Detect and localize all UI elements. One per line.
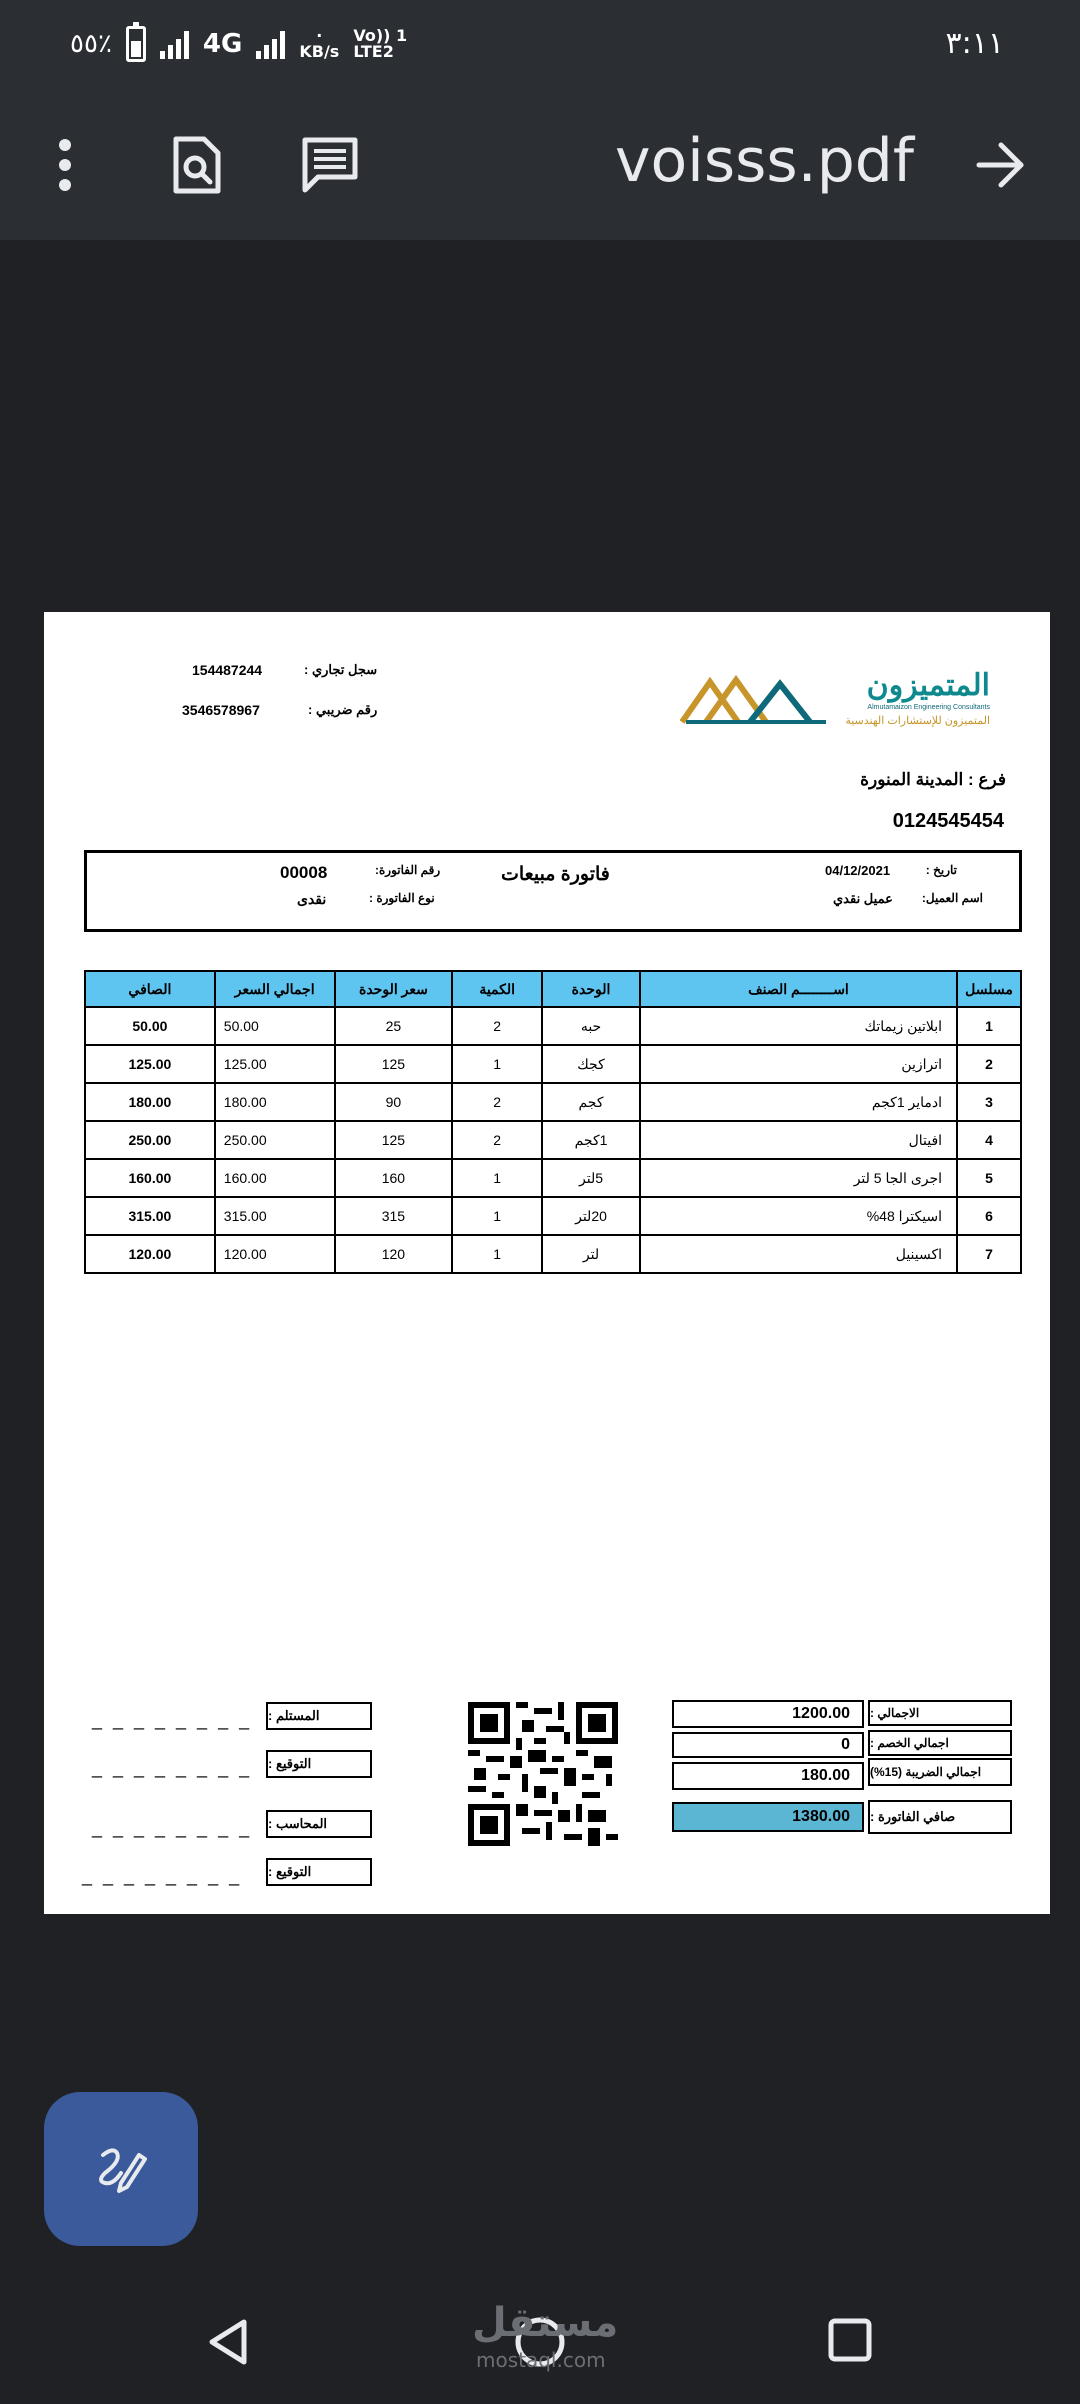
col-total: اجمالي السعر	[215, 971, 335, 1007]
cell-unit-price: 90	[335, 1083, 453, 1121]
commercial-reg-label: سجل تجاري :	[304, 662, 378, 677]
table-row	[85, 1083, 1021, 1121]
table-row	[85, 1159, 1021, 1197]
table-row	[85, 1197, 1021, 1235]
cell-total: 250.00	[215, 1121, 335, 1159]
annotate-fab-button[interactable]	[44, 2092, 198, 2246]
cell-serial: 1	[957, 1007, 1021, 1045]
col-item: اســــــــم الصنف	[640, 971, 957, 1007]
col-unit: الوحدة	[542, 971, 640, 1007]
cell-serial: 7	[957, 1235, 1021, 1273]
status-left	[70, 26, 407, 62]
cell-unit-price: 125	[335, 1121, 453, 1159]
cell-total: 125.00	[215, 1045, 335, 1083]
cell-item: اجرى الجا 5 لتر	[640, 1159, 957, 1197]
cell-qty: 1	[452, 1197, 542, 1235]
cell-total: 120.00	[215, 1235, 335, 1273]
status-bar	[0, 0, 1080, 90]
subtotal-value: 1200.00	[672, 1700, 864, 1728]
items-table	[84, 970, 1022, 1274]
cell-unit: كجك	[542, 1045, 640, 1083]
document-title: voisss.pdf	[614, 126, 914, 196]
cell-total: 180.00	[215, 1083, 335, 1121]
signature2-line: _ _ _ _ _ _ _ _	[82, 1866, 243, 1886]
col-unit-price: سعر الوحدة	[335, 971, 453, 1007]
company-sub-ar: المتميزون للإستشارات الهندسية	[845, 715, 990, 727]
signal-icon-2	[256, 29, 285, 59]
comment-icon[interactable]	[295, 130, 365, 200]
branch-phone: 0124545454	[892, 810, 1004, 832]
company-name-ar: المتميزون	[866, 669, 990, 702]
signature2-label: التوقيع :	[266, 1858, 372, 1886]
cell-item: ادماير 1كجم	[640, 1083, 957, 1121]
subtotal-label: الاجمالي :	[868, 1700, 1012, 1726]
cell-unit-price: 160	[335, 1159, 453, 1197]
cell-unit: كجم	[542, 1083, 640, 1121]
company-name-en: Almutamaizon Engineering Consultants	[867, 704, 990, 711]
customer-value: عميل نقدي	[833, 891, 893, 906]
cell-unit: 5لتر	[542, 1159, 640, 1197]
cell-qty: 2	[452, 1121, 542, 1159]
cell-qty: 1	[452, 1235, 542, 1273]
cell-unit-price: 125	[335, 1045, 453, 1083]
company-logo	[680, 669, 1000, 732]
customer-label: اسم العميل:	[921, 891, 983, 905]
cell-unit-price: 25	[335, 1007, 453, 1045]
tax-no-value: 3546578967	[182, 702, 260, 718]
volte-indicator: Vo)) 1 LTE2	[353, 26, 408, 61]
col-qty: الكمية	[452, 971, 542, 1007]
date-label: تاريخ :	[925, 863, 957, 877]
cell-serial: 5	[957, 1159, 1021, 1197]
accountant-line: _ _ _ _ _ _ _ _	[92, 1818, 253, 1838]
pen-edit-icon	[91, 2139, 151, 2199]
discount-value: 0	[672, 1732, 864, 1758]
cell-net: 120.00	[85, 1235, 215, 1273]
qr-code-icon	[468, 1702, 618, 1846]
tax-value: 180.00	[672, 1762, 864, 1790]
invoice-no-value: 00008	[280, 863, 328, 882]
watermark-sub: mostaql.com	[476, 2348, 606, 2372]
cell-net: 180.00	[85, 1083, 215, 1121]
discount-label: اجمالي الخصم :	[868, 1730, 1012, 1756]
clock: ٣:١١	[945, 26, 1004, 61]
cell-item: افيتال	[640, 1121, 957, 1159]
cell-unit: حبه	[542, 1007, 640, 1045]
table-row	[85, 1121, 1021, 1159]
table-row	[85, 1007, 1021, 1045]
search-document-icon[interactable]	[162, 130, 232, 200]
back-nav-icon[interactable]	[204, 2316, 256, 2368]
battery-icon	[126, 26, 146, 62]
cell-item: اكسينيل	[640, 1235, 957, 1273]
cell-total: 315.00	[215, 1197, 335, 1235]
watermark-text: مستقل	[472, 2300, 619, 2346]
cell-item: ابلاتين زيماتك	[640, 1007, 957, 1045]
signal-icon	[160, 29, 189, 59]
signature-label: التوقيع :	[266, 1750, 372, 1778]
date-value: 04/12/2021	[825, 863, 891, 878]
cell-serial: 6	[957, 1197, 1021, 1235]
net-total-value: 1380.00	[672, 1802, 864, 1832]
col-net: الصافي	[85, 971, 215, 1007]
tax-no-label: رقم ضريبي :	[308, 702, 378, 717]
cell-unit: لتر	[542, 1235, 640, 1273]
cell-unit: 1كجم	[542, 1121, 640, 1159]
more-options-icon[interactable]	[30, 130, 100, 200]
table-row	[85, 1235, 1021, 1273]
battery-percent: ٥٥٪	[70, 29, 112, 59]
cell-total: 160.00	[215, 1159, 335, 1197]
invoice-type-label: نوع الفاتورة :	[369, 891, 435, 905]
pdf-toolbar	[0, 90, 1080, 240]
roof-logo-icon	[680, 674, 830, 726]
invoice-info-box	[84, 850, 1022, 932]
cell-net: 50.00	[85, 1007, 215, 1045]
invoice-page	[44, 612, 1050, 1914]
cell-unit-price: 315	[335, 1197, 453, 1235]
cell-serial: 4	[957, 1121, 1021, 1159]
cell-net: 160.00	[85, 1159, 215, 1197]
invoice-no-label: رقم الفاتورة:	[375, 863, 441, 877]
cell-net: 250.00	[85, 1121, 215, 1159]
invoice-type-value: نقدى	[297, 891, 327, 907]
cell-item: اترازين	[640, 1045, 957, 1083]
forward-arrow-icon[interactable]	[966, 130, 1036, 200]
cell-unit: 20لتر	[542, 1197, 640, 1235]
cell-qty: 1	[452, 1045, 542, 1083]
cell-item: اسيكترا 48%	[640, 1197, 957, 1235]
commercial-reg-value: 154487244	[192, 662, 263, 678]
cell-qty: 2	[452, 1083, 542, 1121]
cell-serial: 3	[957, 1083, 1021, 1121]
cell-unit-price: 120	[335, 1235, 453, 1273]
table-row	[85, 1045, 1021, 1083]
tax-label: اجمالي الضريبة (15%)	[868, 1758, 1012, 1786]
cell-net: 125.00	[85, 1045, 215, 1083]
net-total-label: صافي الفاتورة :	[868, 1800, 1012, 1834]
cell-net: 315.00	[85, 1197, 215, 1235]
speed-indicator: · KB/s	[299, 26, 340, 61]
cell-total: 50.00	[215, 1007, 335, 1045]
table-header-row	[85, 971, 1021, 1007]
signature-line: _ _ _ _ _ _ _ _	[92, 1758, 253, 1778]
accountant-label: المحاسب :	[266, 1810, 372, 1838]
receiver-line: _ _ _ _ _ _ _ _	[92, 1710, 253, 1730]
cell-qty: 2	[452, 1007, 542, 1045]
cell-serial: 2	[957, 1045, 1021, 1083]
network-type: 4G	[202, 29, 243, 59]
cell-qty: 1	[452, 1159, 542, 1197]
invoice-doc-title: فاتورة مبيعات	[501, 864, 610, 885]
branch-name: فرع : المدينة المنورة	[860, 770, 1006, 789]
recents-nav-icon[interactable]	[826, 2316, 874, 2364]
col-serial: مسلسل	[957, 971, 1021, 1007]
receiver-label: المستلم :	[266, 1702, 372, 1730]
